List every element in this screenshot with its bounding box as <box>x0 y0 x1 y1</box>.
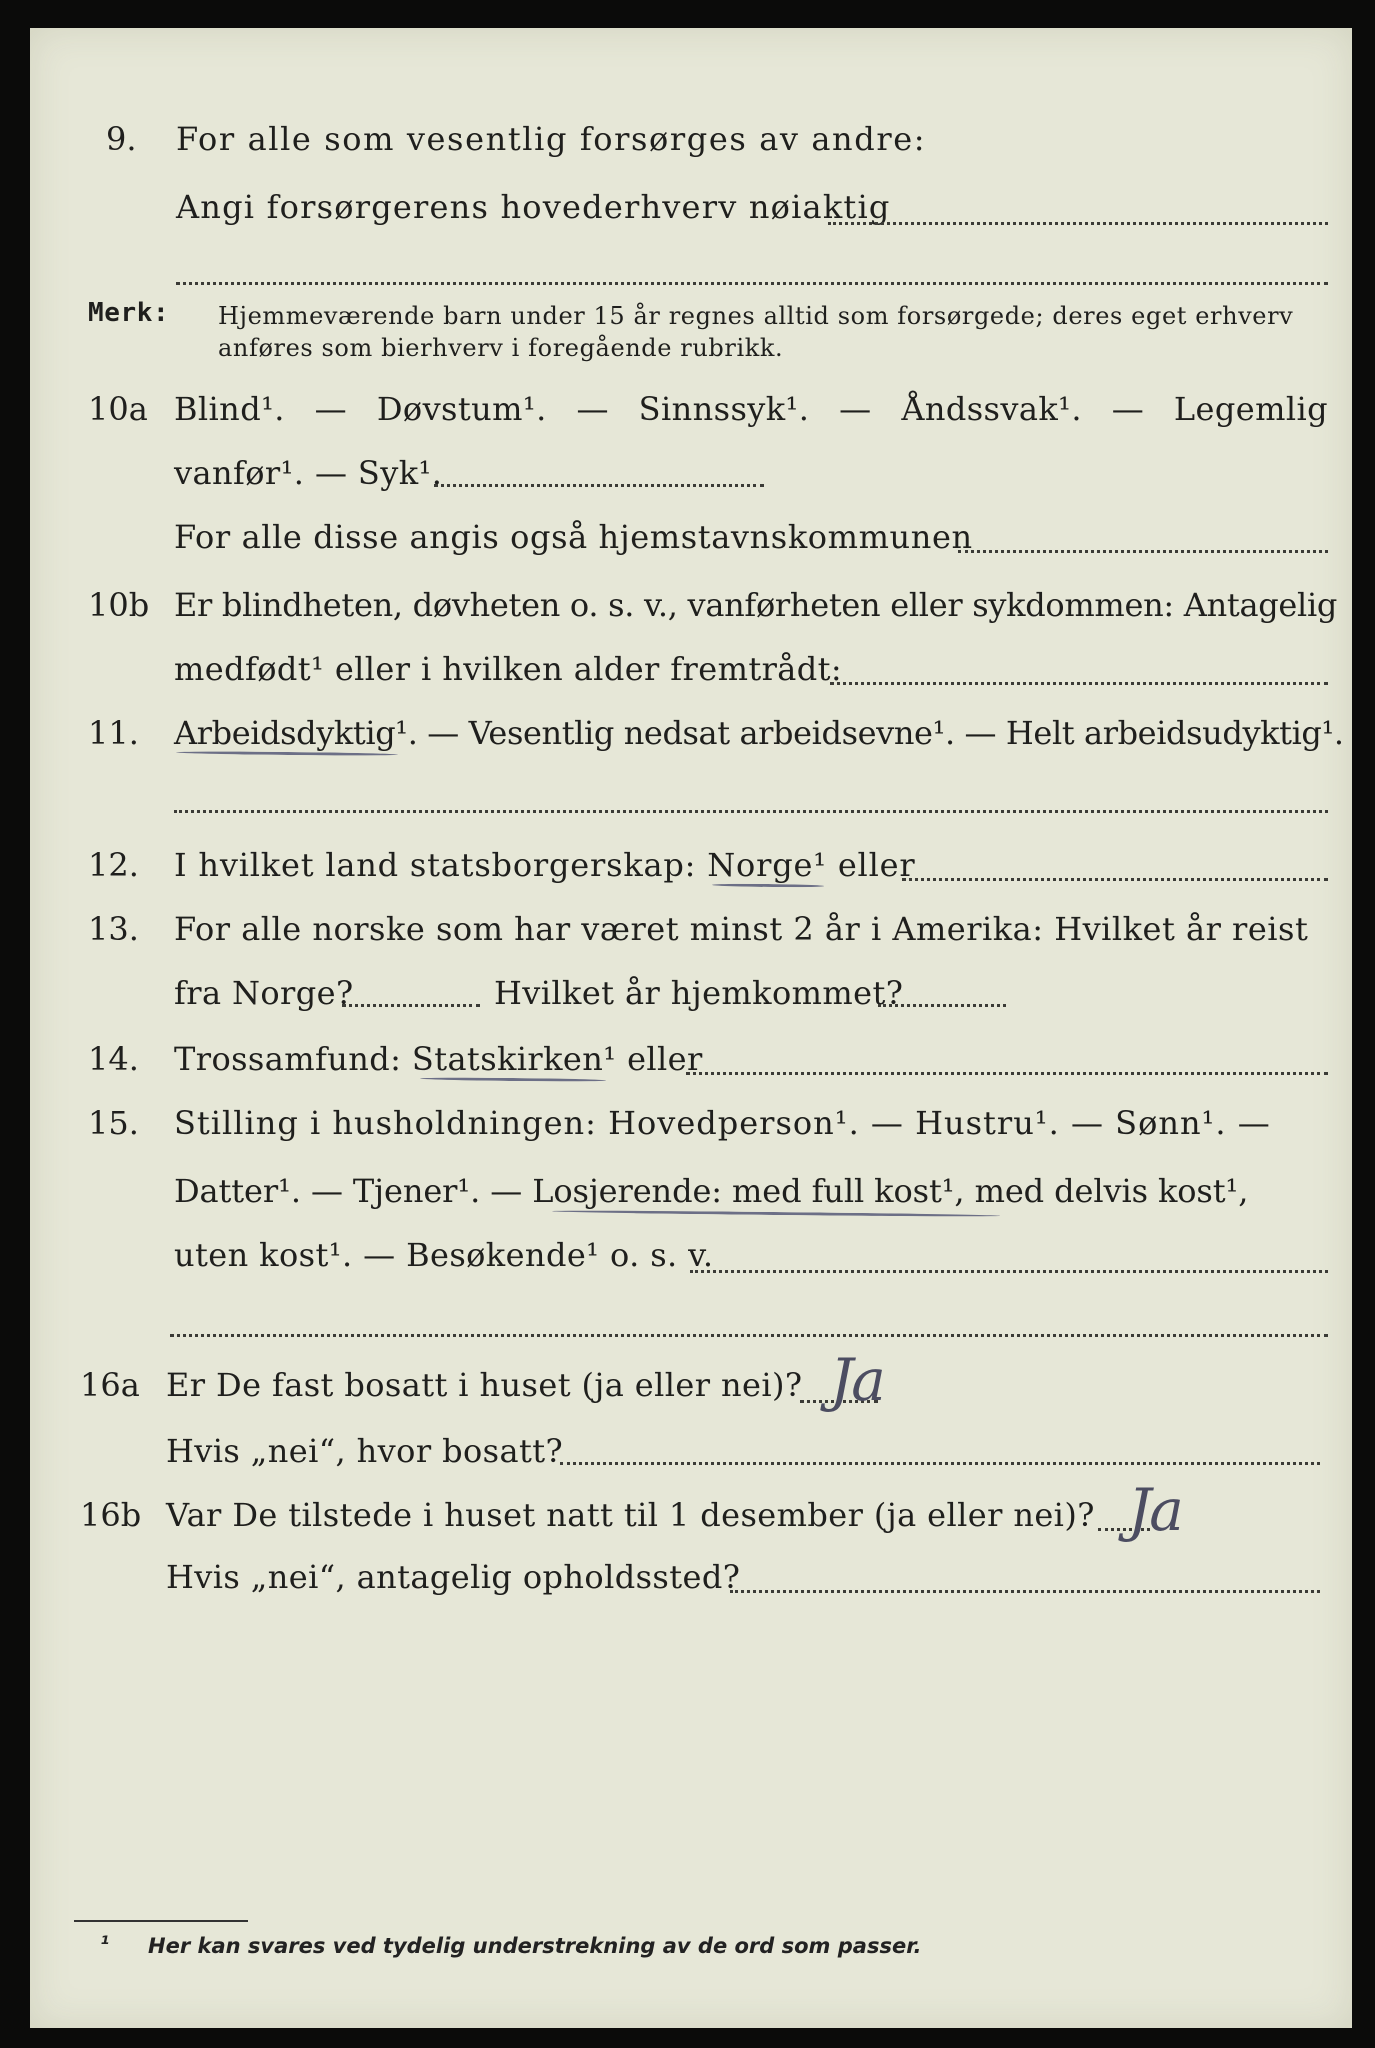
q9-number: 9. <box>106 120 137 158</box>
q10a-line3: For alle disse angis også hjemstavnskommunen <box>174 518 973 556</box>
q10a-item: Åndssvak¹. <box>901 390 1082 428</box>
q14-number: 14. <box>88 1040 139 1078</box>
q16a-residence-line[interactable] <box>560 1462 1320 1465</box>
q12-answer-line[interactable] <box>902 878 1328 881</box>
q10a-item: Døvstum¹. <box>376 390 547 428</box>
q10a-answer-line[interactable] <box>434 484 764 487</box>
q16b-handwritten-answer: Ja <box>1128 1476 1182 1544</box>
q13-line2a: fra Norge? <box>174 974 354 1012</box>
merk-line2: anføres som bierhverv i foregående rubrikk. <box>218 334 784 362</box>
q16a-handwritten-answer: Ja <box>830 1346 884 1414</box>
q9-answer-line[interactable] <box>828 222 1328 225</box>
q10a-dash: — <box>1111 390 1145 428</box>
q10a-item: Legemlig <box>1173 390 1328 428</box>
q13-line1: For alle norske som har været minst 2 år i Amerika: Hvilket år reist <box>174 910 1309 948</box>
q15-line1: Stilling i husholdningen: Hovedperson¹. — Hustru¹. — Sønn¹. — <box>174 1104 1271 1142</box>
footnote-rule <box>74 1920 248 1922</box>
footnote-text: Her kan svares ved tydelig understrekning av de ord som passer. <box>148 1934 922 1958</box>
q10a-home-municipality-line[interactable] <box>958 550 1328 553</box>
q10b-number: 10b <box>88 586 150 624</box>
q11-line1: Arbeidsdyktig¹. — Vesentlig nedsat arbeidsevne¹. — Helt arbeidsudyktig¹. <box>174 714 1344 752</box>
q15-number: 15. <box>88 1104 139 1142</box>
q16b-number: 16b <box>80 1496 142 1534</box>
q11-answer-line[interactable] <box>174 810 1328 813</box>
q15-underline-losjerende <box>552 1210 1000 1218</box>
q12-underline-norge <box>712 883 824 887</box>
q11-number: 11. <box>88 714 139 752</box>
q13-year-left-line[interactable] <box>342 1004 480 1007</box>
q10a-dash: — <box>576 390 609 428</box>
q14-answer-line[interactable] <box>686 1072 1328 1075</box>
q10b-line1: Er blindheten, døvheten o. s. v., vanførheten eller sykdommen: Antagelig <box>174 586 1338 624</box>
q15-answer-line2[interactable] <box>170 1334 1328 1337</box>
q10a-item: Blind¹. <box>174 390 285 428</box>
q15-answer-line[interactable] <box>690 1270 1328 1273</box>
q10b-answer-line[interactable] <box>830 682 1328 685</box>
q12-line1: I hvilket land statsborgerskap: Norge¹ eller <box>174 846 916 884</box>
q9-line1: For alle som vesentlig forsørges av andre: <box>176 120 927 158</box>
census-form-page <box>30 28 1352 2028</box>
q16b-line2: Hvis „nei“, antagelig opholdssted? <box>166 1558 741 1596</box>
q16a-number: 16a <box>80 1366 140 1404</box>
q10a-number: 10a <box>88 390 148 428</box>
q13-line2b: Hvilket år hjemkommet? <box>494 974 904 1012</box>
q13-year-returned-line[interactable] <box>878 1004 1006 1007</box>
q10a-dash: — <box>314 390 348 428</box>
q12-number: 12. <box>88 846 139 884</box>
q16a-line2: Hvis „nei“, hvor bosatt? <box>166 1432 564 1470</box>
footnote-mark: ¹ <box>100 1932 110 1956</box>
q15-line3: uten kost¹. — Besøkende¹ o. s. v. <box>174 1236 714 1274</box>
q10a-line1 <box>174 390 1328 428</box>
q9-answer-line2[interactable] <box>176 282 1328 285</box>
q9-line2: Angi forsørgerens hovederhverv nøiaktig <box>176 188 891 226</box>
q16b-whereabouts-line[interactable] <box>730 1590 1320 1593</box>
q10a-line2: vanfør¹. — Syk¹. <box>174 454 443 492</box>
q13-number: 13. <box>88 910 139 948</box>
q10b-line2: medfødt¹ eller i hvilken alder fremtrådt: <box>174 650 843 688</box>
q15-line2: Datter¹. — Tjener¹. — Losjerende: med full kost¹, med delvis kost¹, <box>174 1172 1249 1210</box>
q16a-line1: Er De fast bosatt i huset (ja eller nei)? <box>166 1366 803 1404</box>
q10a-dash: — <box>839 390 872 428</box>
q16b-line1: Var De tilstede i huset natt til 1 desember (ja eller nei)? <box>166 1496 1095 1534</box>
merk-line1: Hjemmeværende barn under 15 år regnes alltid som forsørgede; deres eget erhverv <box>218 302 1294 330</box>
merk-label: Merk: <box>88 298 170 328</box>
q14-line1: Trossamfund: Statskirken¹ eller <box>174 1040 703 1078</box>
q10a-item: Sinnssyk¹. <box>638 390 810 428</box>
